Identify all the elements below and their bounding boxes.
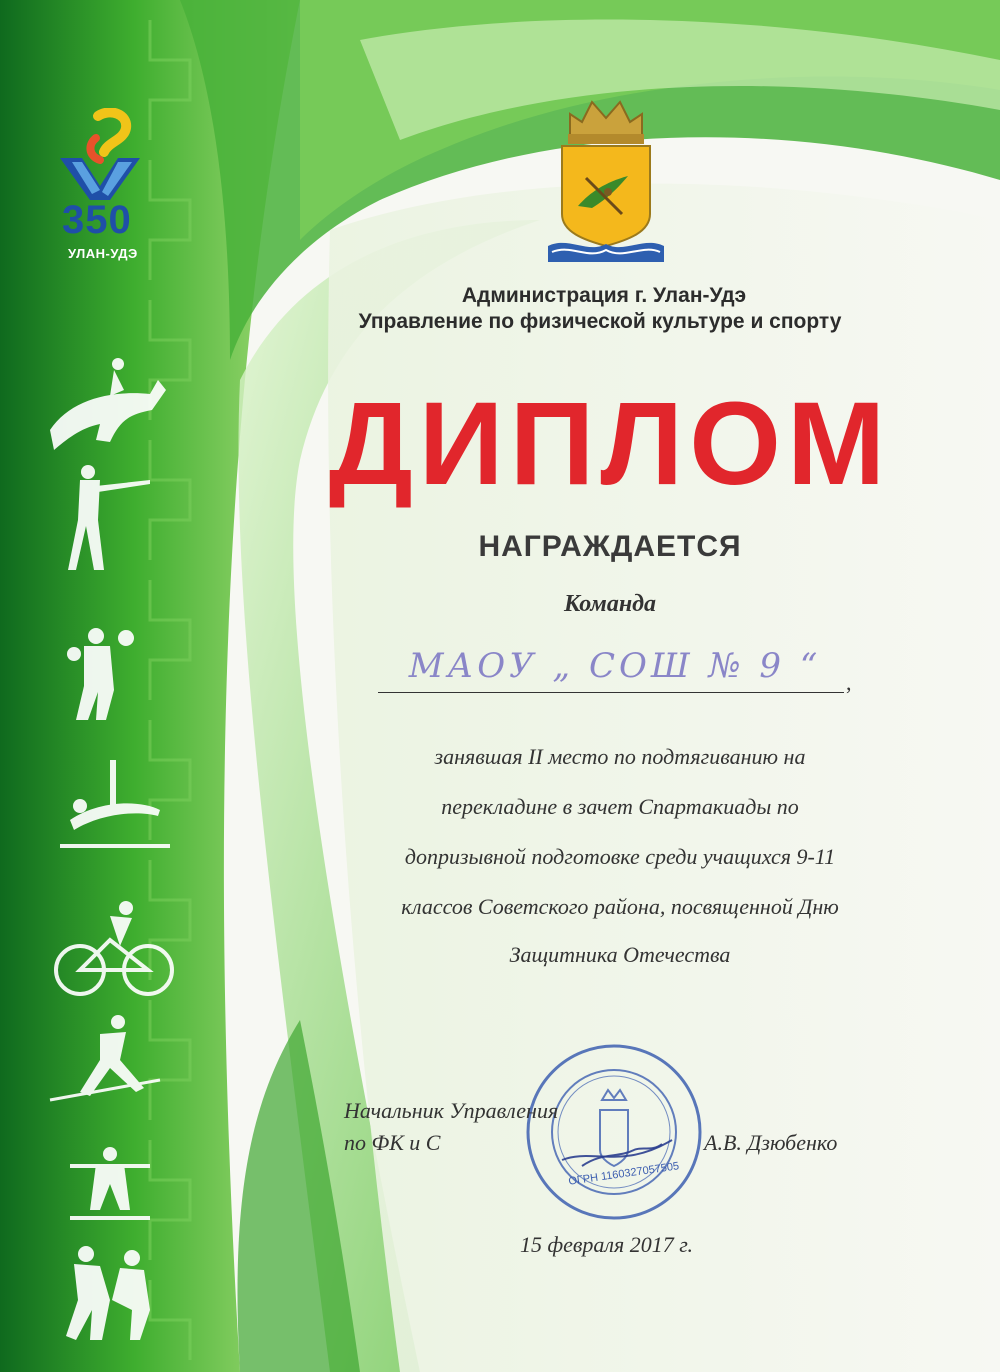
skiing-icon [50, 1015, 160, 1100]
stamp-ogrn: ОГРН 1160327057505 [567, 1160, 680, 1188]
signature-position-line2: по ФК и С [344, 1130, 441, 1155]
logo-350 [48, 108, 168, 268]
logo-city: УЛАН-УДЭ [68, 246, 138, 261]
description-line: классов Советского района, посвященной Дню [401, 894, 839, 919]
logo-350-icon [48, 108, 168, 208]
stamp-icon [522, 1040, 706, 1224]
crest-icon [548, 96, 664, 262]
signer-name: А.В. Дзюбенко [704, 1130, 838, 1155]
gymnastics-icon [60, 760, 170, 848]
equestrian-icon [50, 358, 166, 450]
boxing-icon [67, 628, 134, 720]
athletes-column [40, 350, 180, 1350]
description-line: занявшая II место по подтягиванию на [434, 744, 806, 769]
signature-position: Начальник Управления [344, 1098, 559, 1123]
team-underline [378, 692, 844, 693]
diploma-title: ДИПЛОМ [328, 378, 892, 510]
cycling-icon [56, 901, 172, 994]
team-name-handwritten: МАОУ „ СОШ № 9 “ [408, 646, 822, 686]
awarded-heading: НАГРАЖДАЕТСЯ [478, 530, 742, 563]
issue-date: 15 февраля 2017 г. [520, 1232, 694, 1257]
logo-number: 350 [62, 198, 132, 242]
description-line: перекладине в зачет Спартакиады по [441, 794, 799, 819]
wrestling-icon [66, 1246, 150, 1340]
weightlifting-icon [70, 1147, 150, 1220]
header-department: Управление по физической культуре и спорту [358, 310, 842, 333]
team-comma: , [846, 670, 852, 695]
biathlon-icon [68, 465, 150, 570]
header-admin: Администрация г. Улан-Удэ [461, 284, 747, 307]
description-line: Защитника Отечества [509, 942, 731, 967]
description-line: допризывной подготовке среди учащихся 9-11 [404, 844, 836, 869]
team-label: Команда [563, 591, 657, 617]
